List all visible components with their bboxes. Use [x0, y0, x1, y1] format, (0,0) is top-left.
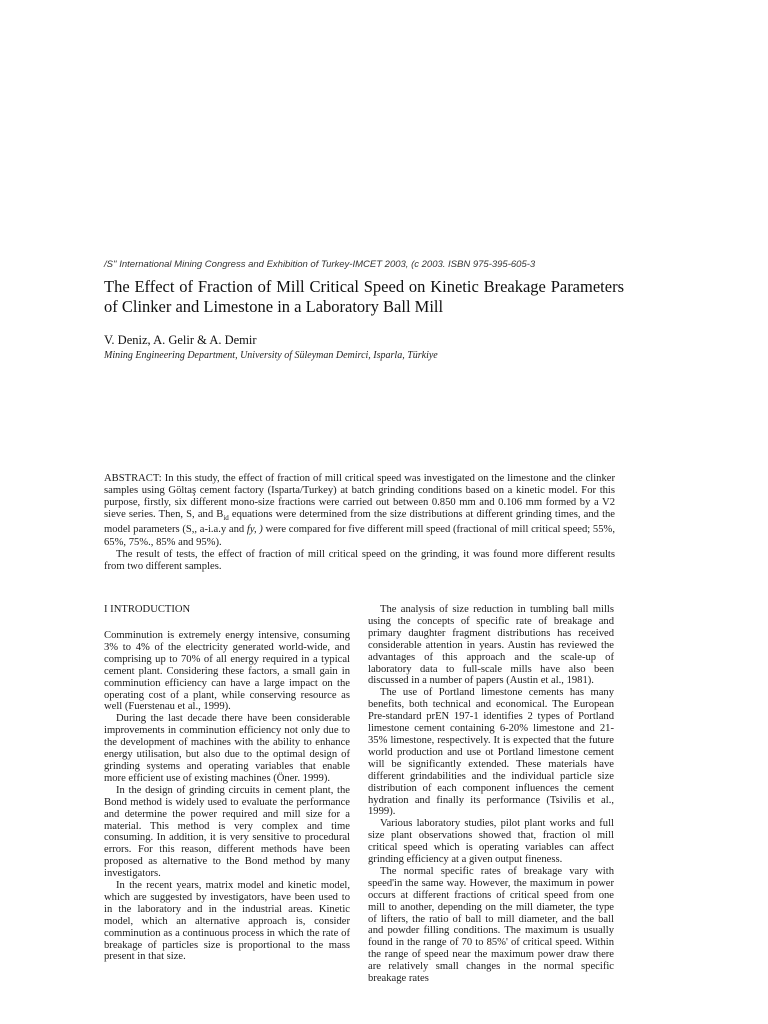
- abstract-paragraph-1: ABSTRACT: In this study, the effect of fraction of mill critical speed was investigated on the limestone and the clinker samples using Göltaş cement factory (Isparta/Turkey) at batch grinding conditions based on a kinetic model. For this purpose, firstly, six different mono-size fractions were carried out between 0.850 mm and 0.106 mm formed by a V2 sieve series. Then, S, and $B_{id}$ equations were determined from the size distributions at different grinding times, and the model parameters (S,, a-i.a.y and fy, ) were compared for five different mill speed (fractional of mill critical speed; 55%, 65%, 75%., 85% and 95%).: [104, 473, 616, 548]
- authors: V. Deniz, A. Gelir & A. Demir: [104, 333, 257, 347]
- section-heading-introduction: I INTRODUCTION: [104, 604, 191, 615]
- body-paragraph: In the design of grinding circuits in cement plant, the Bond method is widely used to evaluate the performance and determine the power required and mill size for a material. This method is very complex and time consuming. In addition, it is very sensitive to procedural errors. For this reason, different methods have been proposed as alternative to the Bond method by many investigators.: [104, 784, 350, 880]
- body-paragraph: The analysis of size reduction in tumbling ball mills using the concepts of specific rate of breakage and primary daughter fragment distributions has received considerable attention in years. Austin has reviewed the advantages of this approach and the scale-up of laboratory data to full-scale mills have also been discussed in a number of papers (Austin et al., 1981).: [368, 604, 614, 687]
- body-paragraph: During the last decade there have been considerable improvements in comminution efficiency not only due to the development of machines with the ability to enhance energy utilisation, but also due to the optimal design of grinding systems and operating variables that enable more efficient use of existing machines (Öner. 1999).: [104, 713, 350, 784]
- abstract: [104, 473, 615, 573]
- body-paragraph: Comminution is extremely energy intensive, consuming 3% to 4% of the electricity generated world-wide, and comprising up to 70% of all energy required in a typical cement plant. Considering these factors, a small gain in comminution efficiency can have a large impact on the operating cost of a plant, while conserving resource as well (Fuerstenau et al., 1999).: [104, 630, 350, 713]
- body-paragraph: Various laboratory studies, pilot plant works and full size plant observations showed that, fraction ol mill critical speed which is operating variables can affect grinding efficiency at a given output fineness.: [368, 818, 614, 866]
- left-column: [104, 604, 350, 963]
- abstract-paragraph-2: The result of tests, the effect of fraction of mill critical speed on the grinding, it was found more different results from two different samples.: [104, 548, 615, 572]
- body-paragraph: In the recent years, matrix model and kinetic model, which are suggested by investigators, have been used to in the laboratory and in the industrial areas. Kinetic model, which an alternative approach is, consider comminution as a continuous process in which the rate of breakage of particles size is proportional to the mass present in that size.: [104, 880, 350, 963]
- conference-line: /S'' International Mining Congress and Exhibition of Turkey-IMCET 2003, (c 2003. ISBN 975-395-605-3: [104, 259, 536, 270]
- affiliation: Mining Engineering Department, University of Süleyman Demirci, Isparla, Türkiye: [104, 350, 438, 361]
- body-paragraph: The use of Portland limestone cements has many benefits, both technical and economical. The European Pre-standard prEN 197-1 identifies 2 types of Portland limestone cement containing 6-20% limestone and 21-35% limestone, respectively. It is expected that the future world production and use ot Portland limestone cement will be significantly extended. These materials have different grindabilities and the individual particle size distribution of each component influences the cement hydration and finally its performance (Tsivilis et al., 1999).: [368, 687, 614, 818]
- paper-title: The Effect of Fraction of Mill Critical Speed on Kinetic Breakage Parameters of Clinker and Limestone in a Laboratory Ball Mill: [104, 277, 624, 316]
- right-column: [368, 604, 614, 985]
- body-paragraph: The normal specific rates of breakage vary with speed'in the same way. However, the maximum in power occurs at different fractions of critical speed from one mill to another, depending on the mill diameter, the type of lifters, the ratio of ball to mill diameter, and the ball and powder filling conditions. The maximum is usually found in the range of 70 to 85%' of critical speed. Within the range of speed near the maximum power draw there are relatively small changes in the normal specific breakage rates: [368, 865, 614, 985]
